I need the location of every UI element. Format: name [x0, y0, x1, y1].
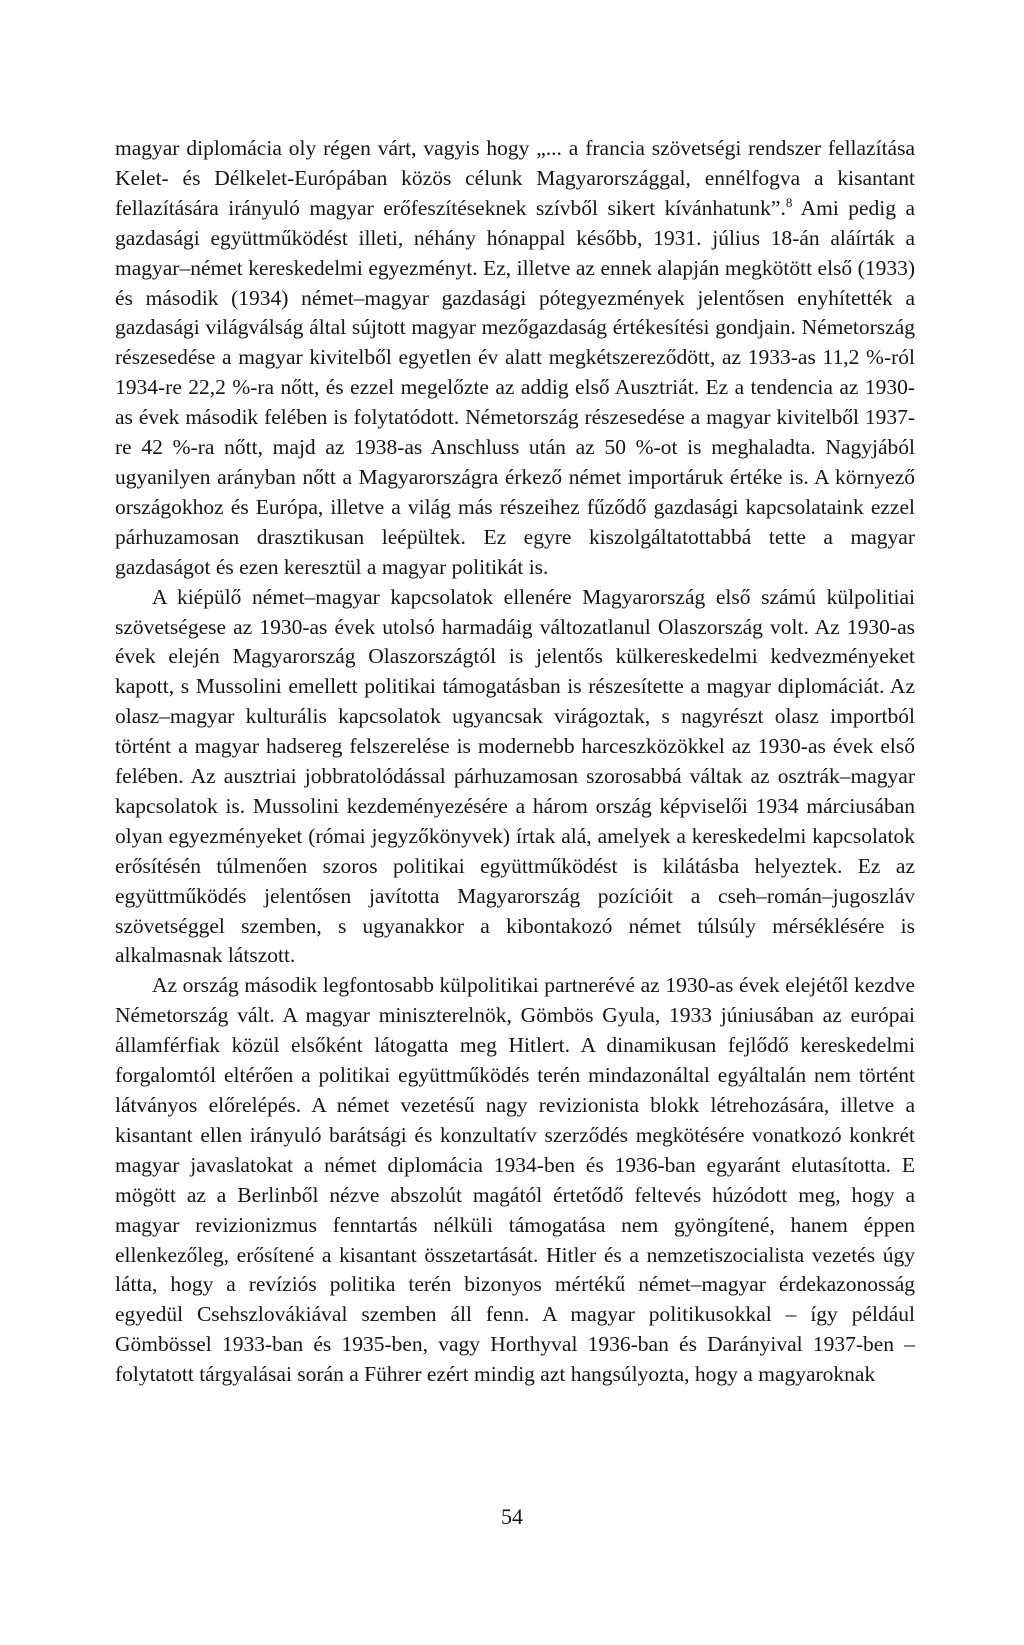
paragraph-2: A kiépülő német–magyar kapcsolatok ellenére Magyarország első számú külpolitiai szövetségese az 1930-as évek utolsó harmadáig változatlanul Olaszország volt. Az 1930-as évek elején Magyarország Olaszországtól is jelentős külkereskedelmi kedvezményeket kapott, s Mussolini emellett politikai támogatásban is részesítette a magyar diplomáciát. Az olasz–magyar kulturális kapcsolatok ugyancsak virágoztak, s nagyrészt olasz importból történt a magyar hadsereg felszerelése is modernebb harceszközökkel az 1930-as évek első felében. Az ausztriai jobbratolódással párhuzamosan szorosabbá váltak az osztrák–magyar kapcsolatok is. Mussolini kezdeményezésére a három ország képviselői 1934 márciusában olyan egyezményeket (római jegyzőkönyvek) írtak alá, amelyek a kereskedelmi kapcsolatok erősítésén túlmenően szoros politikai együttműködést is kilátásba helyeztek. Ez az együttműködés jelentősen javította Magyarország pozícióit a cseh–román–jugoszláv szövetséggel szemben, s ugyanakkor a kibontakozó német túlsúly mérséklésére is alkalmasnak látszott.: [115, 584, 915, 968]
footnote-marker: 8: [785, 194, 793, 210]
paragraph-1-text-end: Ami pedig a gazdasági együttműködést illeti, néhány hónappal később, 1931. július 18-án aláírták a magyar–német kereskedelmi egyezményt. Ez, illetve az ennek alapján megkötött első (1933) és második (1934) német–magyar gazdasági pótegyezmények jelentősen enyhítették a gazdasági világválság által sújtott magyar mezőgazdaság értékesítési gondjain. Németország részesedése a magyar kivitelből egyetlen év alatt megkétszereződött, az 1933-as 11,2 %-ról 1934-re 22,2 %-ra nőtt, és ezzel megelőzte az addig első Ausztriát. Ez a tendencia az 1930-as évek második felében is folytatódott. Németország részesedése a magyar kivitelből 1937-re 42 %-ra nőtt, majd az 1938-as Anschluss után az 50 %-ot is meghaladta. Nagyjából ugyanilyen arányban nőtt a Magyarországra érkező német importáruk értéke is. A környező országokhoz és Európa, illetve a világ más részeihez fűződő gazdasági kapcsolataink ezzel párhuzamosan drasztikusan leépültek. Ez egyre kiszolgáltatottabbá tette a magyar gazdaságot és ezen keresztül a magyar politikát is.: [115, 195, 915, 579]
page-number: 54: [501, 1504, 523, 1529]
paragraph-1: [115, 134, 915, 583]
body-text: [115, 134, 915, 1390]
paragraph-3: Az ország második legfontosabb külpolitikai partnerévé az 1930-as évek elejétől kezdve Németország vált. A magyar miniszterelnök, Gömbös Gyula, 1933 júniusában az európai államférfiak közül elsőként látogatta meg Hitlert. A dinamikusan fejlődő kereskedelmi forgalomtól eltérően a politikai együttműködés terén mindazonáltal egyáltalán nem történt látványos előrelépés. A német vezetésű nagy revizionista blokk létrehozására, illetve a kisantant ellen irányuló barátsági és konzultatív szerződés megkötésére vonatkozó konkrét magyar javaslatokat a német diplomácia 1934-ben és 1936-ban egyaránt elutasította. E mögött az a Berlinből nézve abszolút magától értetődő feltevés húzódott meg, hogy a magyar revizionizmus fenntartás nélküli támogatása nem gyöngítené, hanem éppen ellenkezőleg, erősítené a kisantant összetartását. Hitler és a nemzetiszocialista vezetés úgy látta, hogy a revíziós politika terén bizonyos mértékű német–magyar érdekazonosság egyedül Csehszlovákiával szemben áll fenn. A magyar politikusokkal – így például Gömbössel 1933-ban és 1935-ben, vagy Horthyval 1936-ban és Darányival 1937-ben – folytatott tárgyalásai során a Führer ezért mindig azt hangsúlyozta, hogy a magyaroknak: [115, 973, 915, 1387]
paragraph-1-text-start: magyar diplomácia oly régen várt, vagyis hogy „... a francia szövetségi rendszer fellazítása Kelet- és Délkelet-Európában közös célunk Magyarországgal, ennélfogva a kisantant fellazítására irányuló magyar erőfeszítéseknek szívből sikert kívánhatunk”.: [115, 136, 915, 220]
